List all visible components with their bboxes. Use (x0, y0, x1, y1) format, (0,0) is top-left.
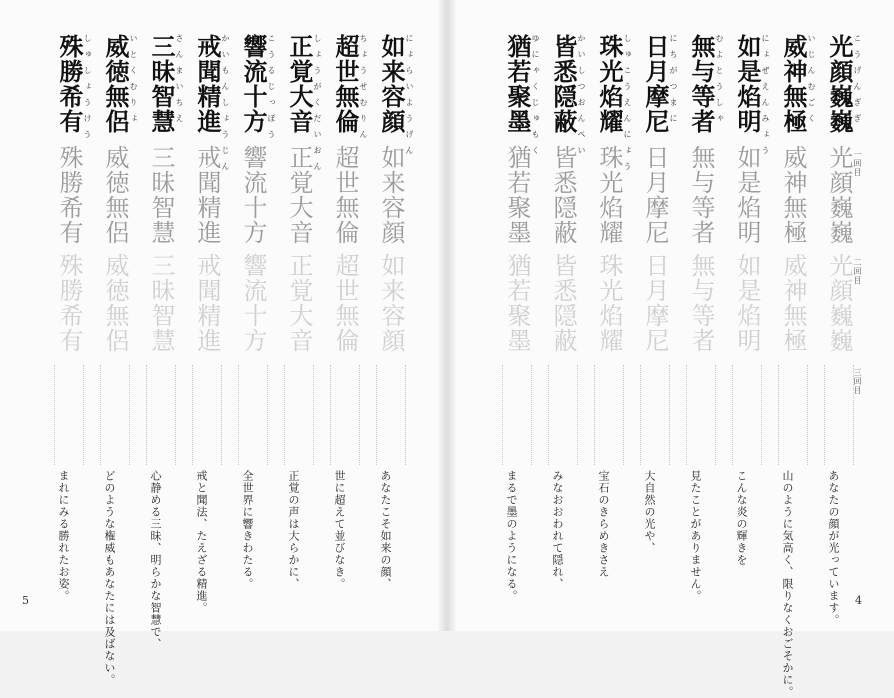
trace-kanji-faint: 如来容顔 (377, 253, 405, 353)
trace-kanji-faint: 威神無極 (779, 253, 807, 353)
translation-text: 山のように気高く、限りなくおごそかに。 (781, 470, 794, 698)
translation-text: 戒と聞法、たえざる精進。 (195, 470, 208, 614)
verse-column (50, 0, 94, 631)
repetition-label: 二回目 (853, 258, 862, 285)
trace-kanji-light: 日月摩尼 (641, 145, 669, 245)
verse-column (372, 0, 416, 631)
verse-column (544, 0, 588, 631)
writing-guide (192, 365, 222, 465)
verse-ruby: ゆにゃくじゅもく (531, 34, 540, 162)
writing-guide (54, 365, 84, 465)
verse-ruby: いじんむごく (807, 34, 816, 130)
trace-kanji-light: 威神無極 (779, 145, 807, 245)
right-page (448, 0, 894, 698)
verse-column (682, 0, 726, 631)
verse-column (590, 0, 634, 631)
page-number: 4 (855, 594, 862, 607)
verse-column (728, 0, 772, 631)
translation-text: あなたこそ如来の顔、 (379, 470, 392, 590)
verse-column (774, 0, 818, 698)
verse-ruby: しゅこうえんにょう (623, 34, 632, 178)
repetition-label: 三回目 (853, 368, 862, 395)
trace-kanji-light: 殊勝希有 (55, 145, 83, 245)
trace-kanji-light: 三昧智慧 (147, 145, 175, 245)
verse-kanji: 威徳無侶 (101, 34, 130, 134)
trace-kanji-faint: 日月摩尼 (641, 253, 669, 353)
trace-kanji-light: 正覚大音 (285, 145, 313, 245)
trace-kanji-faint: 光顔巍巍 (825, 253, 853, 353)
trace-kanji-light: 皆悉隠蔽 (549, 145, 577, 245)
verse-column (280, 0, 324, 631)
verse-kanji: 日月摩尼 (641, 34, 670, 134)
verse-kanji: 響流十方 (239, 34, 268, 134)
trace-kanji-light: 戒聞精進 (193, 145, 221, 245)
trace-kanji-light: 珠光焰耀 (595, 145, 623, 245)
verse-kanji: 如是焰明 (733, 34, 762, 134)
translation-text: 全世界に響きわたる。 (241, 470, 254, 590)
verse-column (498, 0, 542, 631)
verse-ruby: ちょうせむりん (359, 34, 368, 146)
writing-guide (686, 365, 716, 465)
writing-guide (100, 365, 130, 465)
writing-guide (330, 365, 360, 465)
verse-column (326, 0, 370, 631)
writing-guide (778, 365, 808, 465)
writing-guide (732, 365, 762, 465)
book-gutter (438, 0, 456, 631)
page-number: 5 (22, 594, 29, 607)
trace-kanji-faint: 皆悉隠蔽 (549, 253, 577, 353)
repetition-label: 一回目 (853, 150, 862, 177)
trace-kanji-faint: 三昧智慧 (147, 253, 175, 353)
translation-text: 世に超えて並びなき。 (333, 470, 346, 590)
verse-ruby: こうるじっぽう (267, 34, 276, 146)
verse-column (234, 0, 278, 631)
translation-text: 心静める三昧、明らかな智慧で、 (149, 470, 162, 650)
trace-kanji-faint: 殊勝希有 (55, 253, 83, 353)
verse-ruby: にょぜえんみょう (761, 34, 770, 162)
verse-ruby: にちがつまに (669, 34, 678, 130)
trace-kanji-light: 威徳無侶 (101, 145, 129, 245)
verse-ruby: かいもんしょうじん (221, 34, 230, 178)
writing-guide (284, 365, 314, 465)
writing-guide (502, 365, 532, 465)
translation-text: 宝石のきらめきさえ (597, 470, 610, 578)
verse-column (188, 0, 232, 631)
verse-ruby: かいしつおんぺい (577, 34, 586, 162)
verse-ruby: さんまいちえ (175, 34, 184, 130)
verse-kanji: 光顔巍巍 (825, 34, 854, 134)
trace-kanji-faint: 超世無倫 (331, 253, 359, 353)
translation-text: まれにみる勝れたお姿。 (57, 470, 70, 602)
trace-kanji-light: 光顔巍巍 (825, 145, 853, 245)
trace-kanji-faint: 猶若聚墨 (503, 253, 531, 353)
trace-kanji-light: 如是焰明 (733, 145, 761, 245)
verse-ruby: にょらいようげん (405, 34, 414, 162)
verse-column (636, 0, 680, 631)
writing-guide (376, 365, 406, 465)
trace-kanji-faint: 無与等者 (687, 253, 715, 353)
trace-kanji-faint: 戒聞精進 (193, 253, 221, 353)
writing-guide (146, 365, 176, 465)
writing-guide (824, 365, 854, 465)
trace-kanji-faint: 威徳無侶 (101, 253, 129, 353)
trace-kanji-faint: 珠光焰耀 (595, 253, 623, 353)
verse-column (142, 0, 186, 650)
verse-ruby: こうげんぎぎ (853, 34, 862, 130)
trace-kanji-light: 超世無倫 (331, 145, 359, 245)
verse-ruby: むよとうしゃ (715, 34, 724, 130)
translation-text: どのような権威もあなたには及ばない。 (103, 470, 116, 686)
translation-text: みなおおわれて隠れ、 (551, 470, 564, 590)
verse-kanji: 猶若聚墨 (503, 34, 532, 134)
writing-guide (594, 365, 624, 465)
trace-kanji-faint: 如是焰明 (733, 253, 761, 353)
verse-column (96, 0, 140, 686)
translation-text: まるで墨のようになる。 (505, 470, 518, 602)
trace-kanji-faint: 正覚大音 (285, 253, 313, 353)
trace-kanji-light: 響流十方 (239, 145, 267, 245)
writing-guide (238, 365, 268, 465)
verse-kanji: 珠光焰耀 (595, 34, 624, 134)
verse-kanji: 皆悉隠蔽 (549, 34, 578, 134)
verse-kanji: 戒聞精進 (193, 34, 222, 134)
left-page (0, 0, 446, 686)
verse-kanji: 超世無倫 (331, 34, 360, 134)
verse-kanji: 無与等者 (687, 34, 716, 134)
writing-guide (548, 365, 578, 465)
verse-kanji: 如来容顔 (377, 34, 406, 134)
verse-ruby: しゅしょうけう (83, 34, 92, 146)
translation-text: あなたの顔が光っています。 (827, 470, 840, 626)
trace-kanji-faint: 響流十方 (239, 253, 267, 353)
verse-kanji: 殊勝希有 (55, 34, 84, 134)
verse-kanji: 三昧智慧 (147, 34, 176, 134)
trace-kanji-light: 如来容顔 (377, 145, 405, 245)
translation-text: 大自然の光や、 (643, 470, 656, 554)
trace-kanji-light: 無与等者 (687, 145, 715, 245)
verse-column (820, 0, 864, 631)
writing-guide (640, 365, 670, 465)
verse-ruby: いとくむりょ (129, 34, 138, 130)
trace-kanji-light: 猶若聚墨 (503, 145, 531, 245)
translation-text: 正覚の声は大らかに、 (287, 470, 300, 590)
verse-kanji: 威神無極 (779, 34, 808, 134)
translation-text: こんな炎の輝きを (735, 470, 748, 566)
verse-kanji: 正覚大音 (285, 34, 314, 134)
verse-ruby: しょうがくだいおん (313, 34, 322, 178)
translation-text: 見たことがありません。 (689, 470, 702, 602)
